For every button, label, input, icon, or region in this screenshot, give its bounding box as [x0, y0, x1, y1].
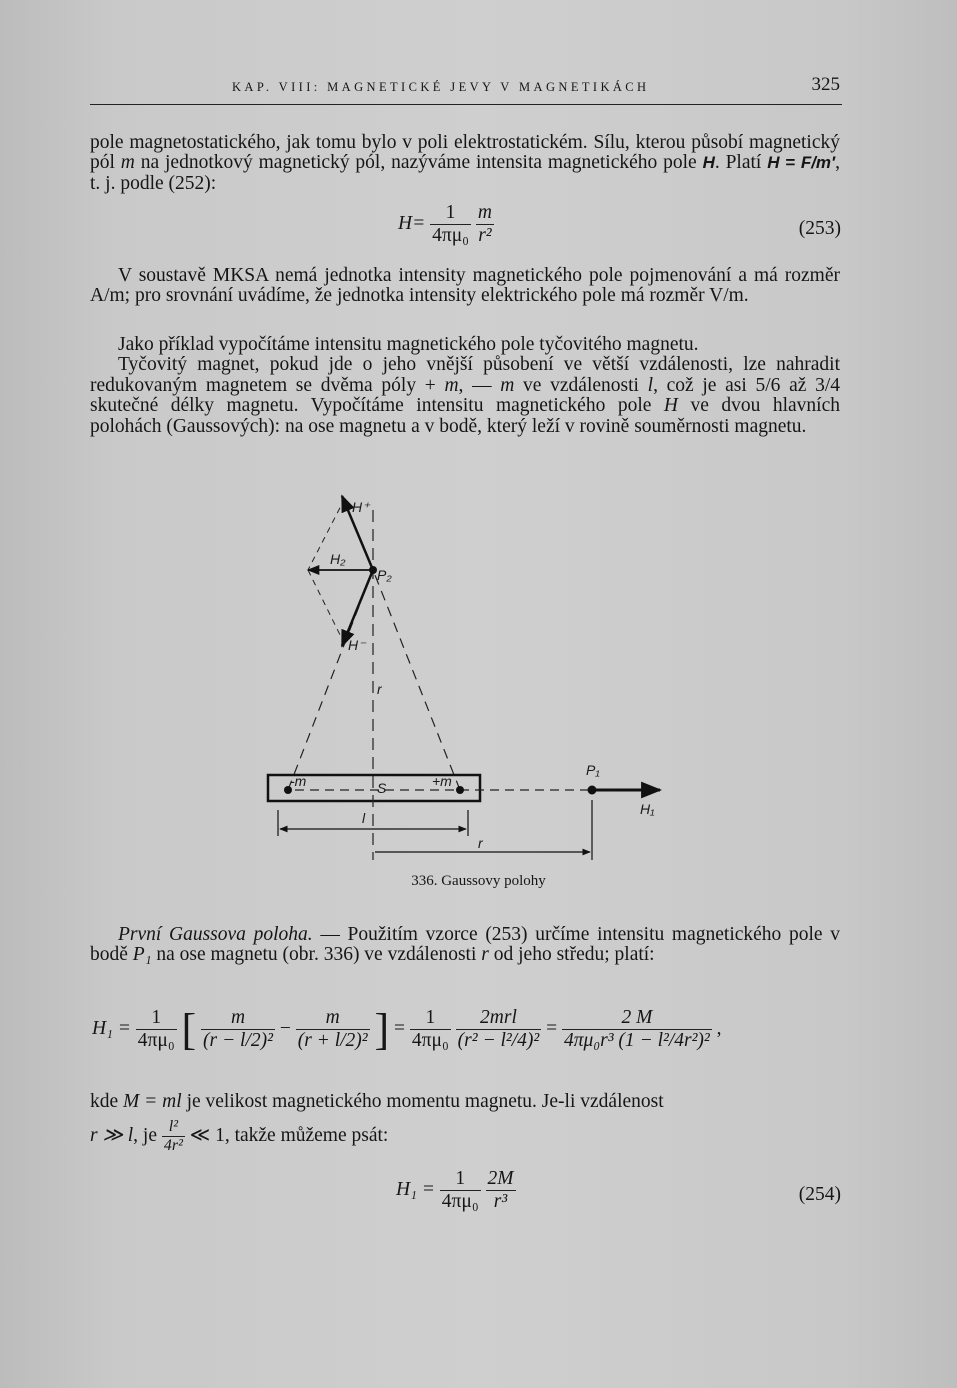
running-title: KAP. VIII: MAGNETICKÉ JEVY V MAGNETIKÁCH: [232, 80, 650, 94]
label-P2: P₂: [377, 567, 392, 583]
para1-text-1: pole magnetostatického, jak tomu bylo v poli elektrostatickém. Sílu, kterou působí magnetický pól: [90, 132, 840, 174]
para1-text-2: na jednotkový magnetický pól, nazýváme intensita magnetického pole: [134, 152, 703, 174]
label-H-plus: H⁺: [352, 499, 370, 515]
eq253-number: (253): [798, 218, 841, 239]
equation-H1-expanded: H₁ = $\frac{1}{\text{4πμ₀}}$ [ $\frac{m}{\text{(r − l/2)²}}$ − $\frac{m}{\text{(r + l/2)²}}$ ] = $\frac{1}{\text{4πμ₀}}$ $\frac{\text{2mrl}}{\text{(r² − l²/4)²}}$ = $\frac{2 M}{\text{4πμ₀r³ (1 − l²/4r²)²}}$ ,: [92, 1005, 722, 1054]
para1-H: H: [702, 153, 715, 173]
para1-formula: H = F/m′: [767, 153, 836, 173]
label-plus-m: +m: [432, 773, 452, 789]
eq253-frac-2: $\frac{m}{\text{r²}}$: [477, 202, 492, 246]
label-minus-m: -m: [290, 773, 307, 789]
paragraph-3: Jako příklad vypočítáme intensitu magnetického pole tyčovitého magnetu. Tyčovitý magnet, pokud jde o jeho vnější působení ve větší vzdálenosti, lze nahradit redukovaným magnetem se dvěma póly + m, — m ve vzdálenosti l, což je asi 5/6 až 3/4 skutečné délky magnetu. Vypočítáme intensitu magnetického pole H ve dvou hlavních polohách (Gaussových): na ose magnetu a v bodě, který leží v rovině souměrnosti magnetu.: [90, 334, 841, 437]
point-P1: [588, 786, 597, 795]
label-P1: P₁: [586, 762, 600, 778]
label-H2: H₂: [330, 551, 346, 567]
line-plus-m-to-P2: [373, 570, 460, 790]
figure-caption: 336. Gaussovy polohy: [411, 873, 546, 889]
para1-m: m: [120, 152, 135, 174]
label-r-horizontal: r: [478, 835, 483, 851]
label-r-vertical: r: [377, 681, 382, 697]
section-title: První Gaussova poloha.: [118, 924, 313, 945]
eq254-number: (254): [798, 1184, 841, 1205]
paragraph-2: V soustavě MKSA nemá jednotka intensity magnetického pole pojmenování a má rozměr A/m; pro srovnání uvádíme, že jednotka intensity elektrického pole má rozměr V/m.: [90, 265, 840, 307]
equation-254: H₁ = $\frac{1}{\text{4πμ₀}}$ $\frac{2M}{\text{r³}}$: [396, 1168, 514, 1212]
eq253-frac-1: $\frac{1}{\text{4πμ₀}}$: [432, 202, 469, 246]
paragraph-5: kde M = ml je velikost magnetického momentu magnetu. Je-li vzdálenost: [90, 1091, 664, 1112]
point-P2: [369, 566, 377, 574]
eq253-lhs: H=: [398, 212, 426, 234]
para1-text-3: . Platí: [714, 152, 768, 174]
page-number: 325: [811, 74, 840, 95]
paragraph-4: První Gaussova poloha. — Použitím vzorce (253) určíme intensitu magnetického pole v bodě P₁ na ose magnetu (obr. 336) ve vzdálenosti r od jeho středu; platí:: [90, 924, 841, 966]
para1-text-4: , t. j. podle (252):: [90, 152, 840, 194]
pole-plus-m: [456, 786, 464, 794]
label-H-minus: H⁻: [348, 637, 366, 653]
label-S: S: [377, 780, 387, 796]
paragraph-5-line-2: r ≫ l, je $\frac{\text{l²}}{\text{4r²}}$ ≪ 1, takže můžeme psát:: [90, 1118, 389, 1154]
vector-H-minus: [342, 570, 373, 646]
para3-line1: Jako příklad vypočítáme intensitu magnetického pole tyčovitého magnetu.: [118, 334, 699, 355]
label-H1: H₁: [640, 801, 655, 817]
label-l: l: [362, 810, 366, 826]
